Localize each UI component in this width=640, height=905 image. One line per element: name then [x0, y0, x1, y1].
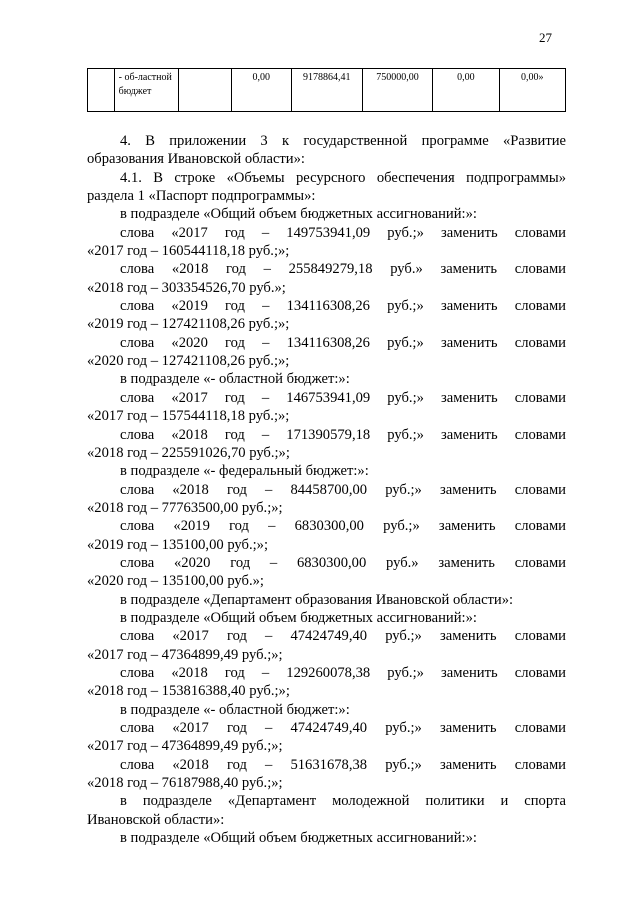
- text-line: «2017 год – 47364899,49 руб.;»;: [87, 738, 283, 755]
- text-line: слова «2020 год – 6830300,00 руб.» заменить словами: [120, 554, 566, 571]
- text-line: слова «2018 год – 51631678,38 руб.;» заменить словами: [120, 756, 566, 773]
- table-row: [88, 69, 566, 112]
- text-line: «2019 год – 135100,00 руб.;»;: [87, 536, 269, 553]
- text-line: Ивановской области»:: [87, 811, 225, 828]
- text-line: слова «2018 год – 129260078,38 руб.;» заменить словами: [120, 664, 566, 681]
- page-number: 27: [539, 30, 552, 45]
- text-line: «2017 год – 157544118,18 руб.;»;: [87, 408, 290, 425]
- text-line: в подразделе «- областной бюджет:»:: [120, 371, 350, 388]
- table-cell-value: 9178864,41: [291, 69, 362, 112]
- text-line: в подразделе «Департамент молодежной политики и спорта: [120, 793, 566, 810]
- text-line: слова «2020 год – 134116308,26 руб.;» заменить словами: [120, 334, 566, 351]
- text-line: «2020 год – 135100,00 руб.»;: [87, 573, 264, 590]
- document-body: [87, 132, 566, 847]
- table-cell-value: 750000,00: [362, 69, 433, 112]
- text-line: слова «2018 год – 84458700,00 руб.;» заменить словами: [120, 481, 566, 498]
- text-line: в подразделе «- областной бюджет:»:: [120, 701, 350, 718]
- text-line: «2019 год – 127421108,26 руб.;»;: [87, 316, 290, 333]
- text-line: 4.1. В строке «Объемы ресурсного обеспечения подпрограммы»: [120, 169, 566, 186]
- text-line: слова «2017 год – 47424749,40 руб.;» заменить словами: [120, 628, 566, 645]
- table-cell: [88, 69, 115, 112]
- text-line: «2018 год – 76187988,40 руб.;»;: [87, 775, 283, 792]
- text-line: «2020 год – 127421108,26 руб.;»;: [87, 353, 290, 370]
- text-line: 4. В приложении 3 к государственной программе «Развитие: [120, 133, 566, 149]
- text-line: слова «2017 год – 149753941,09 руб.;» заменить словами: [120, 224, 566, 241]
- text-line: в подразделе «Общий объем бюджетных ассигнований:»:: [120, 830, 477, 847]
- text-line: «2017 год – 160544118,18 руб.;»;: [87, 243, 290, 260]
- text-line: в подразделе «- федеральный бюджет:»:: [120, 463, 369, 480]
- text-line: «2018 год – 303354526,70 руб.»;: [87, 279, 286, 296]
- text-line: слова «2019 год – 6830300,00 руб.;» заменить словами: [120, 518, 566, 535]
- text-line: образования Ивановской области»:: [87, 151, 305, 168]
- text-line: «2018 год – 77763500,00 руб.;»;: [87, 499, 283, 516]
- text-line: слова «2017 год – 146753941,09 руб.;» заменить словами: [120, 389, 566, 406]
- text-line: слова «2018 год – 171390579,18 руб.;» заменить словами: [120, 426, 566, 443]
- table-cell-value: 0,00: [231, 69, 291, 112]
- text-line: «2018 год – 153816388,40 руб.;»;: [87, 683, 290, 700]
- text-line: слова «2017 год – 47424749,40 руб.;» заменить словами: [120, 720, 566, 736]
- text-line: «2018 год – 225591026,70 руб.;»;: [87, 444, 290, 461]
- table-cell-value: 0,00»: [499, 69, 565, 112]
- budget-table: [87, 68, 566, 112]
- text-line: в подразделе «Общий объем бюджетных ассигнований:»:: [120, 609, 477, 626]
- table-cell-label: - об-ластной бюджет: [114, 69, 179, 112]
- text-line: раздела 1 «Паспорт подпрограммы»:: [87, 188, 316, 205]
- text-line: слова «2018 год – 255849279,18 руб.» заменить словами: [120, 261, 566, 278]
- text-line: слова «2019 год – 134116308,26 руб.;» заменить словами: [120, 298, 566, 315]
- text-line: в подразделе «Общий объем бюджетных ассигнований:»:: [120, 206, 477, 223]
- table-cell: [179, 69, 231, 112]
- table-cell-value: 0,00: [433, 69, 499, 112]
- text-line: в подразделе «Департамент образования Ивановской области»:: [120, 591, 514, 608]
- text-line: «2017 год – 47364899,49 руб.;»;: [87, 646, 283, 663]
